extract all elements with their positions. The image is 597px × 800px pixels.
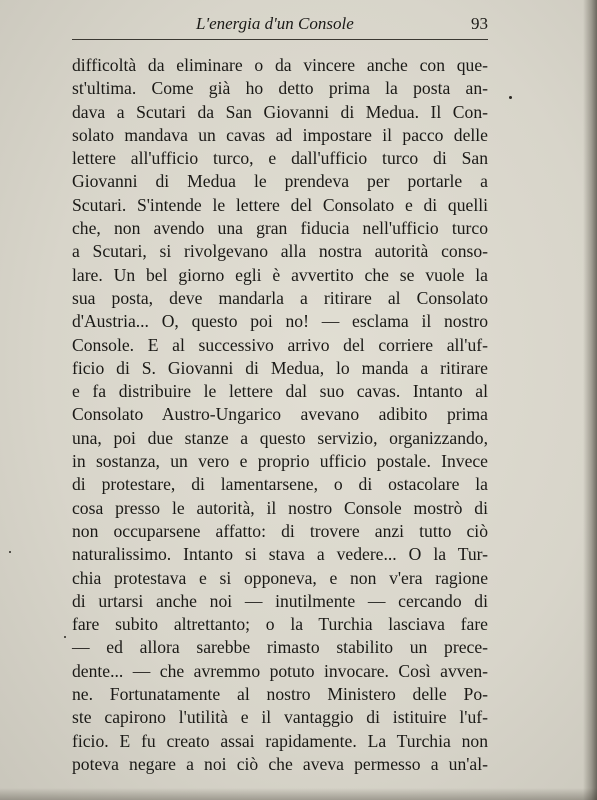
text-line: a Scutari, si rivolgevano alla nostra autorità conso- xyxy=(72,241,488,262)
text-line: ficio. E fu creato assai rapidamente. La Turchia non xyxy=(72,730,488,751)
text-line: non occuparsene affatto: di trovere anzi tutto ciò xyxy=(72,520,488,541)
text-line: dente... — che avremmo potuto invocare. Così avven- xyxy=(72,660,488,681)
text-line: in sostanza, un vero e proprio ufficio postale. Invece xyxy=(72,451,488,472)
running-title: L'energia d'un Console xyxy=(196,14,354,33)
text-line: Console. E al successivo arrivo del corriere all'uf- xyxy=(72,334,488,355)
header-rule xyxy=(72,39,488,40)
text-line: Consolato Austro-Ungarico avevano adibito prima xyxy=(72,404,488,425)
text-line: fare subito altrettanto; o la Turchia lasciava fare xyxy=(72,614,488,635)
text-line: difficoltà da eliminare o da vincere anche con que- xyxy=(72,55,488,75)
paper-speck xyxy=(64,636,66,638)
text-line: e fa distribuire le lettere dal suo cavas. Intanto al xyxy=(72,381,488,402)
text-line: lare. Un bel giorno egli è avvertito che se vuole la xyxy=(72,264,488,285)
text-line: dava a Scutari da San Giovanni di Medua. Il Con- xyxy=(72,101,488,122)
text-line: — ed allora sarebbe rimasto stabilito un prece- xyxy=(72,637,488,658)
text-line: Giovanni di Medua le prendeva per portarle a xyxy=(72,171,488,192)
text-line: una, poi due stanze a questo servizio, organizzando, xyxy=(72,427,488,448)
text-line: solato mandava un cavas ad impostare il pacco delle xyxy=(72,124,488,145)
paper-speck xyxy=(9,551,11,553)
text-line: cosa presso le autorità, il nostro Console mostrò di xyxy=(72,497,488,518)
text-line: ficio di S. Giovanni di Medua, lo manda a ritirare xyxy=(72,357,488,378)
page-bottom-shadow xyxy=(0,788,597,800)
text-line: lettere all'ufficio turco, e dall'ufficio turco di San xyxy=(72,148,488,169)
text-line: ste capirono l'utilità e il vantaggio di istituire l'uf- xyxy=(72,707,488,728)
paper-speck xyxy=(509,96,512,99)
text-line: ne. Fortunatamente al nostro Ministero delle Po- xyxy=(72,684,488,705)
text-line: che, non avendo una gran fiducia nell'ufficio turco xyxy=(72,218,488,239)
text-line: poteva negare a noi ciò che aveva permesso a un'al- xyxy=(72,753,488,774)
page-edge-shadow xyxy=(583,0,597,800)
page-number: 93 xyxy=(471,14,488,33)
text-line: Scutari. S'intende le lettere del Consolato e di quelli xyxy=(72,194,488,215)
text-line: sua posta, deve mandarla a ritirare al Consolato xyxy=(72,287,488,308)
text-line: d'Austria... O, questo poi no! — esclama il nostro xyxy=(72,311,488,332)
body-text xyxy=(72,54,488,776)
text-line: naturalissimo. Intanto si stava a vedere... O la Tur- xyxy=(72,544,488,565)
text-line: di protestare, di lamentarsene, o di ostacolare la xyxy=(72,474,488,495)
text-line: st'ultima. Come già ho detto prima la posta an- xyxy=(72,78,488,99)
text-line: di urtarsi anche noi — inutilmente — cercando di xyxy=(72,590,488,611)
running-head xyxy=(72,14,488,38)
text-line: chia protestava e si opponeva, e non v'era ragione xyxy=(72,567,488,588)
